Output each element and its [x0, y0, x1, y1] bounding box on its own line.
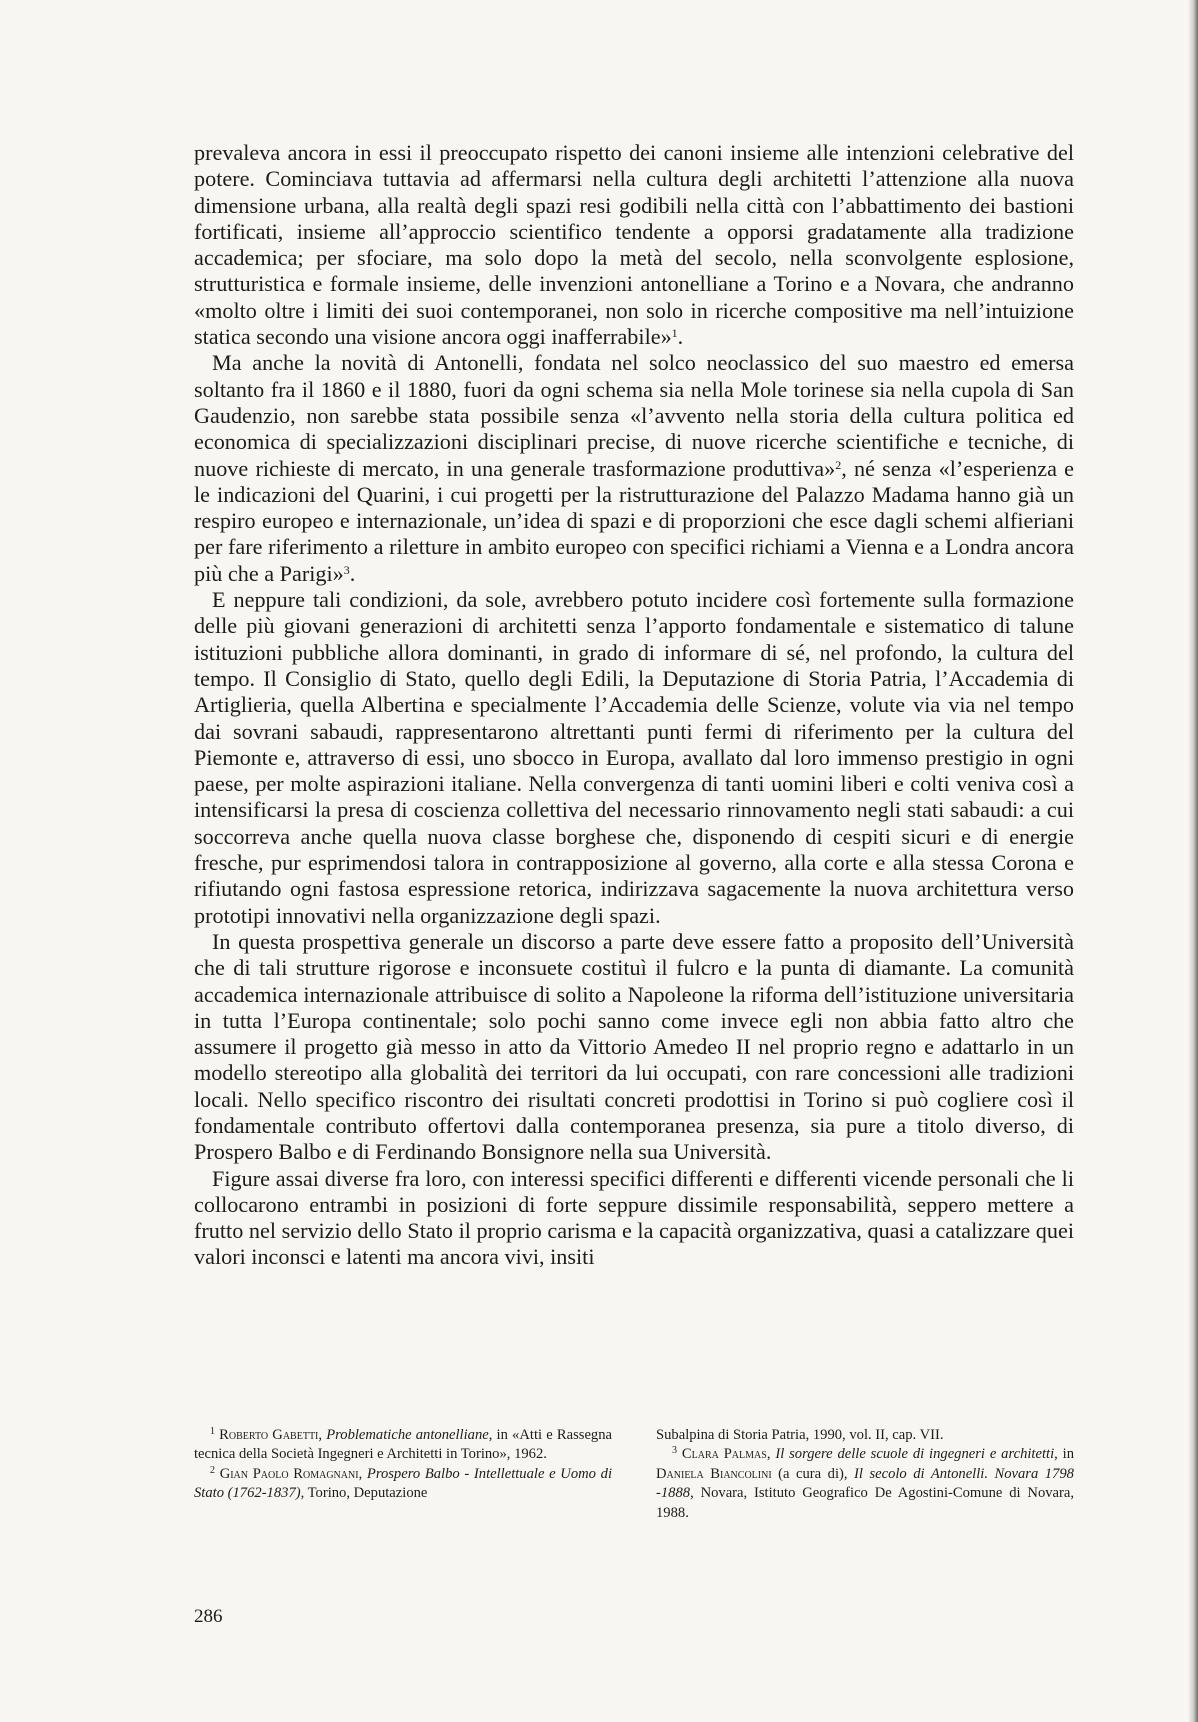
paragraph-5: Figure assai diverse fra loro, con interessi specifici differenti e differenti vicende personali che li collocarono entrambi in posizioni di forte seppure dissimile responsabilità, seppero mettere a frutto nel servizio dello Stato il proprio carisma e la capacità organizzativa, quasi a catalizzare quei valori inconsci e latenti ma ancora vivi, insiti: [194, 1165, 1074, 1270]
footnote-3-author: Clara Palmas: [681, 1446, 767, 1463]
footnote-2-continued: Subalpina di Storia Patria, 1990, vol. II, cap. VII.: [656, 1427, 944, 1443]
page-edge-shadow: [1188, 0, 1198, 1722]
footnote-2-author: Gian Paolo Romagnani: [219, 1465, 359, 1482]
paragraph-1: prevaleva ancora in essi il preoccupato rispetto dei canoni insieme alle intenzioni celebrative del potere. Cominciava tuttavia ad affermarsi nella cultura degli architetti l’attenzione alla nuova dimensione urbana, alla realtà degli spazi resi godibili nella città con l’abbattimento dei bastioni fortificati, insieme all’approccio scientifico tendente a opporsi gradatamente alla tradizione accademica; per sfociare, ma solo dopo la metà del secolo, nella sconvolgente esplosione, strutturistica e formale insieme, delle invenzioni antonelliane a Torino e a Novara, che andranno «molto oltre i limiti dei suoi contemporanei, non solo in ricerche compositive ma nell’intuizione statica secondo una visione ancora oggi inafferrabile»$^1$.: [194, 140, 1074, 350]
footnotes: [194, 1426, 1074, 1523]
footnote-2: $^2$ Gian Paolo Romagnani, Prospero Balbo - Intellettuale e Uomo di Stato (1762-1837), Torino, Deputazione: [194, 1464, 612, 1502]
footnote-3-editor: Daniela Biancolini: [656, 1465, 772, 1482]
page-number: 286: [194, 1606, 223, 1627]
footnote-1-title: Problematiche antonelliane: [326, 1427, 489, 1443]
footnote-1-author: Roberto Gabetti: [219, 1427, 319, 1443]
footnotes-right-column: [656, 1426, 1074, 1523]
body-text: [194, 140, 1074, 1271]
footnote-ref-1[interactable]: 1: [671, 326, 678, 341]
paragraph-2: Ma anche la novità di Antonelli, fondata nel solco neoclassico del suo maestro ed emersa soltanto fra il 1860 e il 1880, fuori da ogni schema sia nella Mole torinese sia nella cupola di San Gaudenzio, non sarebbe stata possibile senza «l’avvento nella storia della cultura politica ed economica di specializzazioni disciplinari precise, di nuove ricerche scientifiche e tecniche, di nuove richieste di mercato, in una generale trasformazione produttiva»$^2$, né senza «l’esperienza e le indicazioni del Quarini, i cui progetti per la ristrutturazione del Palazzo Madama hanno già un respiro europeo e internazionale, un’idea di spazi e di proporzioni che esce dagli schemi alfieriani per fare riferimento a riletture in ambito europeo con specifici richiami a Vienna e a Londra ancora più che a Parigi»$^3$.: [194, 350, 1074, 586]
footnotes-left-column: [194, 1426, 612, 1523]
footnote-ref-2[interactable]: 2: [835, 457, 842, 472]
footnote-3-title2: Il secolo di Antonelli. Novara 1798 -1888: [656, 1465, 1074, 1502]
footnote-ref-3[interactable]: 3: [343, 562, 350, 577]
footnote-3-title: Il sorgere delle scuole di ingegneri e architetti: [775, 1446, 1055, 1463]
footnote-2-title: Prospero Balbo - Intellettuale e Uomo di Stato (1762-1837): [194, 1465, 612, 1502]
footnote-3: $^3$ Clara Palmas, Il sorgere delle scuole di ingegneri e architetti, in Daniela Biancolini (a cura di), Il secolo di Antonelli. Novara 1798 -1888, Novara, Istituto Geografico De Agostini-Comune di Novara, 1988.: [656, 1445, 1075, 1521]
paragraph-3: E neppure tali condizioni, da sole, avrebbero potuto incidere così fortemente sulla formazione delle più giovani generazioni di architetti senza l’apporto fondamentale e sistematico di talune istituzioni pubbliche allora dominanti, in grado di informare di sé, nel profondo, la cultura del tempo. Il Consiglio di Stato, quello degli Edili, la Deputazione di Storia Patria, l’Accademia di Artiglieria, quella Albertina e specialmente l’Accademia delle Scienze, volute via via nel tempo dai sovrani sabaudi, rappresentarono altrettanti punti fermi di riferimento per la cultura del Piemonte e, attraverso di essi, uno sbocco in Europa, avallato dal loro immenso prestigio in ogni paese, per molte aspirazioni italiane. Nella convergenza di tanti uomini liberi e colti veniva così a intensificarsi la presa di coscienza collettiva del necessario rinnovamento negli stati sabaudi: a cui soccorreva anche quella nuova classe borghese che, disponendo di cespiti sicuri e di energie fresche, pur esprimendosi talora in contrapposizione al governo, alla corte e alla stessa Corona e rifiutando ogni fastosa espressione retorica, indirizzava sagacemente la nuova architettura verso prototipi innovativi nella organizzazione degli spazi.: [194, 587, 1074, 928]
footnote-1: $^1$ Roberto Gabetti, Problematiche antonelliane, in «Atti e Rassegna tecnica della Società Ingegneri e Architetti in Torino», 1962.: [194, 1426, 612, 1463]
paragraph-4: In questa prospettiva generale un discorso a parte deve essere fatto a proposito dell’Università che di tali strutture rigorose e inconsuete costituì il fulcro e la punta di diamante. La comunità accademica internazionale attribuisce di solito a Napoleone la riforma dell’istituzione universitaria in tutta l’Europa continentale; solo pochi sanno come invece egli non abbia fatto altro che assumere il progetto già messo in atto da Vittorio Amedeo II nel proprio regno e adattarlo in un modello stereotipo alla globalità dei territori da lui occupati, con rare concessioni alle tradizioni locali. Nello specifico riscontro dei risultati concreti prodottisi in Torino si può cogliere così il fondamentale contributo offertovi dalla contemporanea presenza, sia pure a titolo diverso, di Prospero Balbo e di Ferdinando Bonsignore nella sua Università.: [194, 928, 1074, 1165]
